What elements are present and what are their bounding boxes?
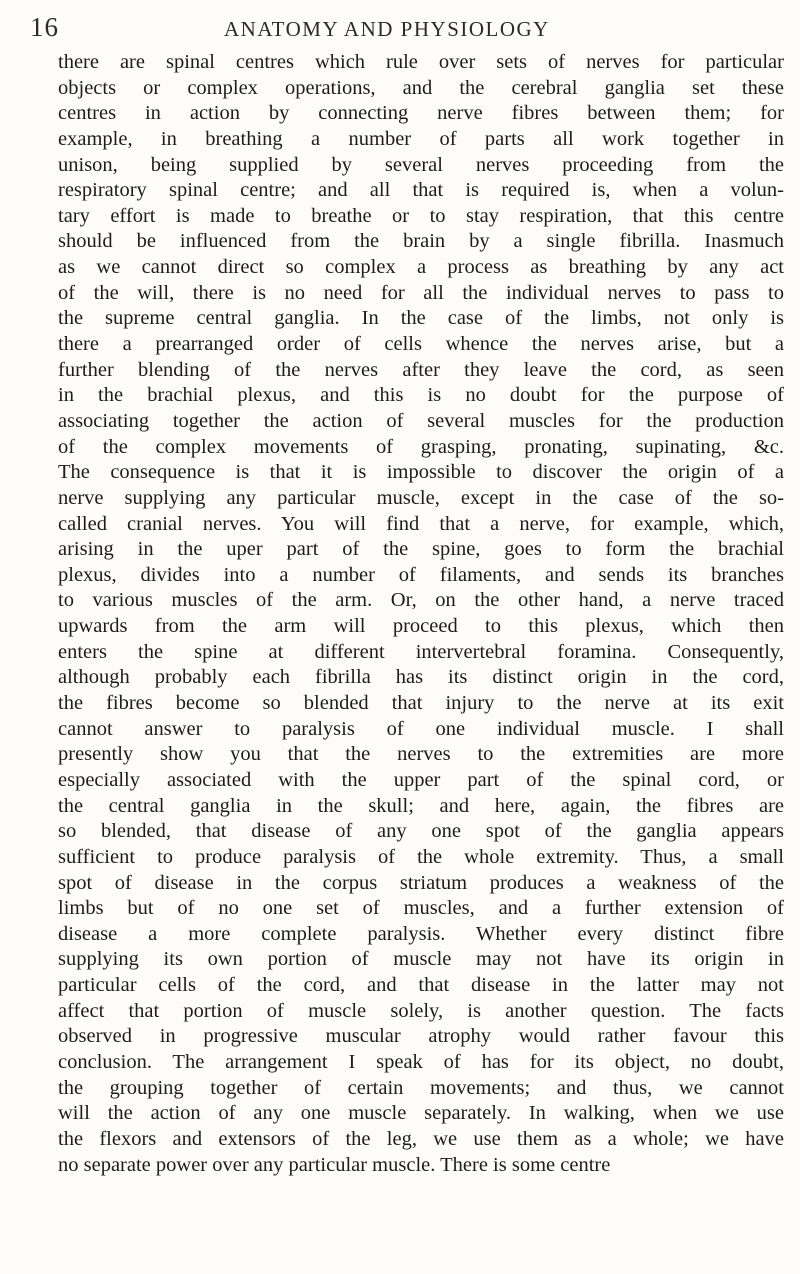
text-line: upwards from the arm will proceed to this plexus, which then — [58, 615, 784, 638]
text-line: disease a more complete paralysis. Whether every distinct fibre — [58, 922, 784, 945]
text-line: sufficient to produce paralysis of the whole extremity. Thus, a small — [58, 845, 784, 868]
text-line: there are spinal centres which rule over sets of nerves for particular — [58, 51, 784, 73]
text-line: the supreme central ganglia. In the case of the limbs, not only is — [58, 307, 784, 330]
text-line: will the action of any one muscle separately. In walking, when we use — [58, 1102, 784, 1125]
text-line: nerve supplying any particular muscle, except in the case of the so- — [58, 486, 784, 509]
text-line: example, in breathing a number of parts all work together in — [58, 127, 784, 150]
text-line: supplying its own portion of muscle may not have its origin in — [58, 948, 784, 971]
text-line: no separate power over any particular muscle. There is some centre — [58, 1153, 611, 1176]
text-line: cannot answer to paralysis of one individual muscle. I shall — [58, 717, 784, 740]
text-line: affect that portion of muscle solely, is another question. The facts — [58, 999, 784, 1022]
text-line: of the complex movements of grasping, pronating, supinating, &c. — [58, 435, 784, 458]
text-line: although probably each fibrilla has its distinct origin in the cord, — [58, 666, 784, 689]
text-line: there a prearranged order of cells whence the nerves arise, but a — [58, 333, 784, 356]
text-line: plexus, divides into a number of filaments, and sends its branches — [58, 563, 784, 586]
page-number: 16 — [30, 12, 59, 42]
page-header — [30, 8, 790, 48]
text-line: spot of disease in the corpus striatum produces a weakness of the — [58, 871, 784, 894]
text-line: unison, being supplied by several nerves proceeding from the — [58, 153, 784, 176]
text-line: limbs but of no one set of muscles, and a further extension of — [58, 897, 784, 920]
text-line: objects or complex operations, and the cerebral ganglia set these — [58, 76, 784, 99]
text-line: particular cells of the cord, and that disease in the latter may not — [58, 974, 784, 997]
text-line: the fibres become so blended that injury to the nerve at its exit — [58, 692, 784, 715]
text-line: tary effort is made to breathe or to stay respiration, that this centre — [58, 204, 784, 227]
text-line: to various muscles of the arm. Or, on the other hand, a nerve traced — [58, 589, 784, 612]
text-line: observed in progressive muscular atrophy would rather favour this — [58, 1025, 784, 1048]
text-line: arising in the uper part of the spine, goes to form the brachial — [58, 538, 784, 561]
text-line: in the brachial plexus, and this is no doubt for the purpose of — [58, 384, 784, 407]
text-line: enters the spine at different intervertebral foramina. Consequently, — [58, 640, 784, 663]
text-line: associating together the action of several muscles for the production — [58, 409, 784, 432]
text-line: conclusion. The arrangement I speak of has for its object, no doubt, — [58, 1050, 784, 1073]
text-line: should be influenced from the brain by a single fibrilla. Inasmuch — [58, 230, 784, 253]
text-line: The consequence is that it is impossible to discover the origin of a — [58, 461, 784, 484]
running-head: ANATOMY AND PHYSIOLOGY — [224, 17, 550, 41]
text-line: the grouping together of certain movements; and thus, we cannot — [58, 1076, 784, 1099]
text-line: especially associated with the upper part of the spinal cord, or — [58, 768, 784, 791]
text-line: respiratory spinal centre; and all that is required is, when a volun- — [58, 179, 784, 202]
body-text — [58, 50, 784, 1260]
text-line: centres in action by connecting nerve fibres between them; for — [58, 102, 784, 125]
text-line: of the will, there is no need for all the individual nerves to pass to — [58, 281, 784, 304]
text-line: the central ganglia in the skull; and here, again, the fibres are — [58, 794, 784, 817]
text-line: the flexors and extensors of the leg, we use them as a whole; we have — [58, 1127, 784, 1150]
text-line: as we cannot direct so complex a process as breathing by any act — [58, 256, 784, 279]
text-line: presently show you that the nerves to the extremities are more — [58, 743, 784, 766]
text-line: called cranial nerves. You will find that a nerve, for example, which, — [58, 512, 784, 535]
text-line: so blended, that disease of any one spot of the ganglia appears — [58, 820, 784, 843]
text-line: further blending of the nerves after they leave the cord, as seen — [58, 358, 784, 381]
